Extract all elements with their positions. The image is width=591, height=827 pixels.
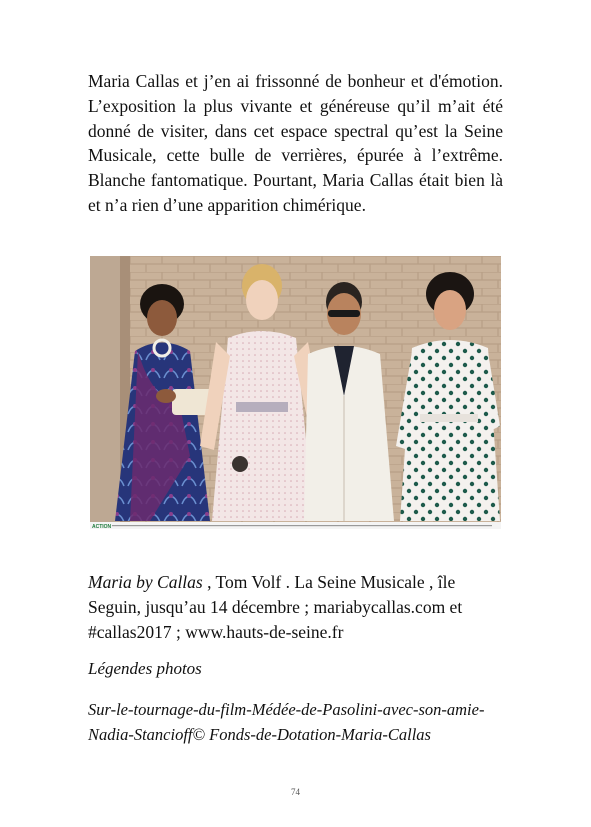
- photo: [90, 256, 501, 529]
- credit-logo: ACTION: [92, 524, 112, 529]
- legend-heading: Légendes photos: [88, 659, 202, 678]
- body-paragraph: Maria Callas et j’en ai frissonné de bonheur et d'émotion. L’exposition la plus vivante et généreuse qu’il m’ait été donné de visiter, dans cet espace spectral qu’est la Seine Musicale, cette bulle de verrières, épurée à l’extrême. Blanche fantomatique. Pourtant, Maria Callas était bien là et n’a rien d’une apparition chimérique.: [88, 71, 503, 215]
- page-number: 74: [291, 787, 300, 797]
- caption-rest: , Tom Volf . La Seine Musicale , île Seguin, jusqu’au 14 décembre ; mariabycallas.com et #callas2017 ; www.hauts-de-seine.fr: [88, 572, 463, 642]
- legend-text: Sur-le-tournage-du-film-Médée-de-Pasolini-avec-son-amie-Nadia-Stancioff© Fonds-de-Dotation-Maria-Callas: [88, 700, 485, 744]
- caption: [88, 570, 508, 645]
- caption-title: Maria by Callas: [88, 572, 203, 592]
- group-photo-illustration: [90, 256, 501, 529]
